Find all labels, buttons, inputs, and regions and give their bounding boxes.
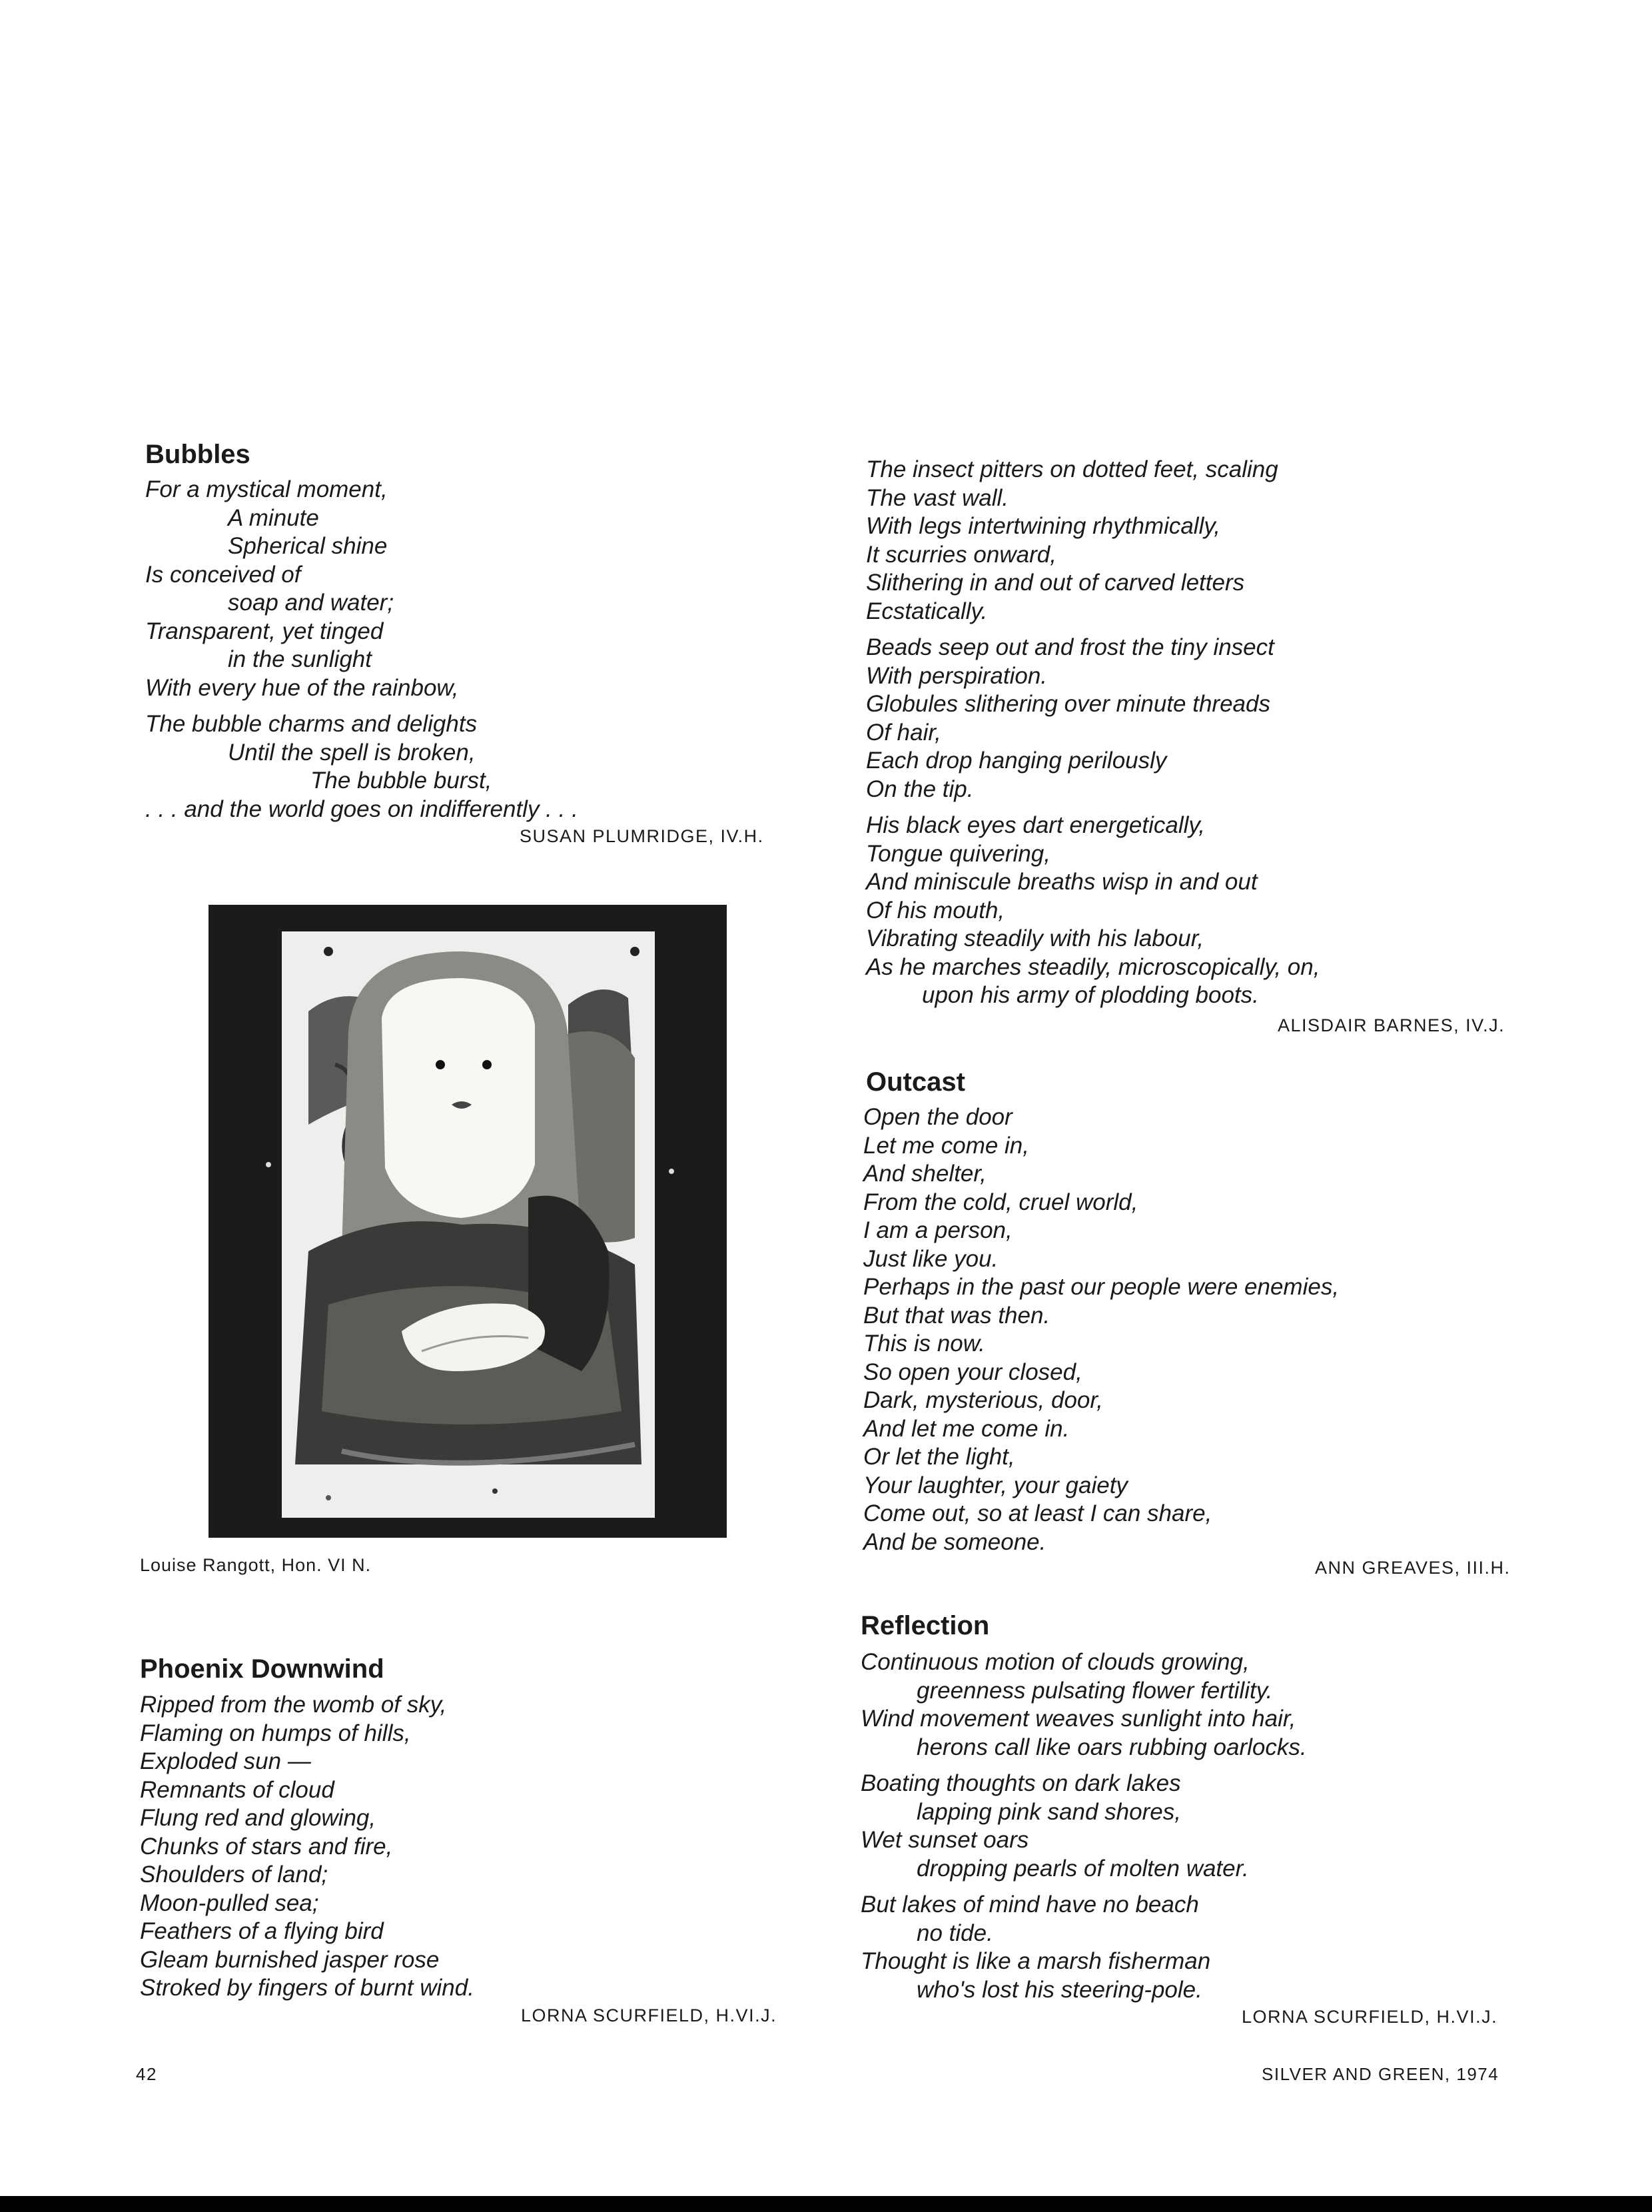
poem-line: Transparent, yet tinged — [145, 618, 384, 644]
poem-body-phoenix-downwind — [140, 1691, 474, 2011]
poem-line: Feathers of a flying bird — [140, 1918, 384, 1944]
poem-line: Come out, so at least I can share, — [863, 1500, 1212, 1526]
poem-line: lapping pink sand shores, — [917, 1798, 1181, 1825]
author-credit: LORNA SCURFIELD, H.VI.J. — [521, 2005, 777, 2025]
poem-line: A minute — [228, 504, 319, 531]
poem-line: greenness pulsating flower fertility. — [917, 1677, 1273, 1704]
poem-body-outcast — [863, 1103, 1339, 1564]
poem-line: who's lost his steering-pole. — [917, 1976, 1202, 2003]
poem-line: Continuous motion of clouds growing, — [861, 1649, 1250, 1675]
artwork-photo — [208, 905, 727, 1538]
poem-line: Thought is like a marsh fisherman — [861, 1948, 1211, 1974]
poem-body-reflection — [861, 1648, 1307, 2012]
author-credit: ALISDAIR BARNES, IV.J. — [1278, 1015, 1505, 1035]
poem-line: And shelter, — [863, 1161, 987, 1187]
page-number: 42 — [136, 2064, 157, 2084]
poem-line: dropping pearls of molten water. — [917, 1855, 1249, 1882]
poem-line: Ecstatically. — [866, 598, 988, 624]
poem-line: Exploded sun — — [140, 1748, 311, 1774]
poem-line: Open the door — [863, 1104, 1013, 1130]
poem-line: Vibrating steadily with his labour, — [866, 925, 1204, 951]
poem-line: herons call like oars rubbing oarlocks. — [917, 1734, 1307, 1760]
poem-line: Moon-pulled sea; — [140, 1890, 319, 1916]
poem-line: Beads seep out and frost the tiny insect — [866, 634, 1274, 660]
stanza — [145, 476, 578, 702]
poem-line: Chunks of stars and fire, — [140, 1833, 393, 1860]
poem-title-bubbles: Bubbles — [145, 440, 250, 469]
poem-line: With perspiration. — [866, 662, 1048, 689]
scan-edge-bar — [0, 2196, 1652, 2212]
poem-line: So open your closed, — [863, 1359, 1082, 1385]
poem-line: no tide. — [917, 1920, 993, 1946]
stanza — [866, 456, 1320, 626]
poem-line: Each drop hanging perilously — [866, 748, 1167, 774]
poem-line: Of hair, — [866, 719, 941, 746]
stanza — [140, 1691, 474, 2003]
poem-line: With every hue of the rainbow, — [145, 674, 459, 701]
poem-line: I am a person, — [863, 1217, 1013, 1243]
poem-line: Your laughter, your gaiety — [863, 1472, 1128, 1498]
poem-line: Until the spell is broken, — [228, 739, 476, 766]
poem-line: Boating thoughts on dark lakes — [861, 1770, 1181, 1796]
poem-line: The vast wall. — [866, 484, 1009, 511]
poem-line: Wind movement weaves sunlight into hair, — [861, 1706, 1296, 1732]
portrait-painting-image — [208, 905, 727, 1538]
poem-line: With legs intertwining rhythmically, — [866, 513, 1220, 539]
poem-line: Flung red and glowing, — [140, 1805, 376, 1831]
author-credit: LORNA SCURFIELD, H.VI.J. — [1242, 2007, 1498, 2027]
poem-line: As he marches steadily, microscopically, on, — [866, 953, 1320, 980]
poem-line: This is now. — [863, 1331, 985, 1357]
artwork-caption: Louise Rangott, Hon. VI N. — [140, 1555, 372, 1575]
stanza — [145, 710, 578, 824]
poem-line: . . . and the world goes on indifferently . . . — [145, 796, 578, 822]
stanza — [861, 1891, 1307, 2004]
poem-line: Ripped from the womb of sky, — [140, 1692, 447, 1718]
poem-title-phoenix-downwind: Phoenix Downwind — [140, 1654, 384, 1684]
poem-line: For a mystical moment, — [145, 476, 388, 502]
poem-line: The insect pitters on dotted feet, scaling — [866, 456, 1278, 482]
poem-line: in the sunlight — [228, 646, 372, 672]
poem-line: Remnants of cloud — [140, 1776, 334, 1803]
poem-line: Or let the light, — [863, 1444, 1015, 1470]
poem-title-outcast: Outcast — [866, 1067, 965, 1097]
poem-line: Flaming on humps of hills, — [140, 1720, 411, 1746]
poem-line: Just like you. — [863, 1245, 999, 1272]
poem-line: Stroked by fingers of burnt wind. — [140, 1975, 474, 2001]
poem-line: Slithering in and out of carved letters — [866, 570, 1245, 596]
poem-line: His black eyes dart energetically, — [866, 812, 1206, 838]
poem-line: But lakes of mind have no beach — [861, 1892, 1199, 1918]
poem-title-reflection: Reflection — [861, 1611, 990, 1640]
poem-line: Is conceived of — [145, 561, 301, 588]
poem-line: The bubble burst, — [310, 768, 492, 794]
poem-line: Spherical shine — [228, 533, 388, 559]
stanza — [861, 1648, 1307, 1762]
poem-body-bubbles — [145, 476, 578, 831]
poem-line: Wet sunset oars — [861, 1827, 1029, 1853]
poem-line: It scurries onward, — [866, 541, 1056, 568]
poem-line: And let me come in. — [863, 1415, 1070, 1442]
stanza — [866, 812, 1320, 1010]
stanza — [861, 1770, 1307, 1883]
stanza — [866, 634, 1320, 804]
poem-line: Globules slithering over minute threads — [866, 691, 1270, 717]
poem-line: Let me come in, — [863, 1132, 1029, 1159]
poem-line: Tongue quivering, — [866, 840, 1050, 867]
poem-line: Shoulders of land; — [140, 1862, 328, 1888]
poem-line: On the tip. — [866, 776, 974, 802]
poem-line: From the cold, cruel world, — [863, 1189, 1138, 1215]
poem-line: The bubble charms and delights — [145, 711, 478, 737]
poem-line: Dark, mysterious, door, — [863, 1387, 1103, 1413]
poem-line: soap and water; — [228, 590, 394, 616]
poem-line: And miniscule breaths wisp in and out — [866, 869, 1258, 895]
author-credit: SUSAN PLUMRIDGE, IV.H. — [520, 826, 764, 846]
stanza — [863, 1103, 1339, 1556]
poem-line: Of his mouth, — [866, 897, 1005, 923]
poem-line: upon his army of plodding boots. — [922, 982, 1259, 1008]
poem-line: Gleam burnished jasper rose — [140, 1946, 440, 1973]
poem-line: Perhaps in the past our people were enemies, — [863, 1274, 1340, 1300]
publication-footer: SILVER AND GREEN, 1974 — [1262, 2064, 1499, 2084]
poem-line: But that was then. — [863, 1302, 1050, 1329]
poem-line: And be someone. — [863, 1528, 1046, 1555]
poem-body-insect — [866, 456, 1320, 1018]
author-credit: ANN GREAVES, III.H. — [1315, 1558, 1511, 1578]
